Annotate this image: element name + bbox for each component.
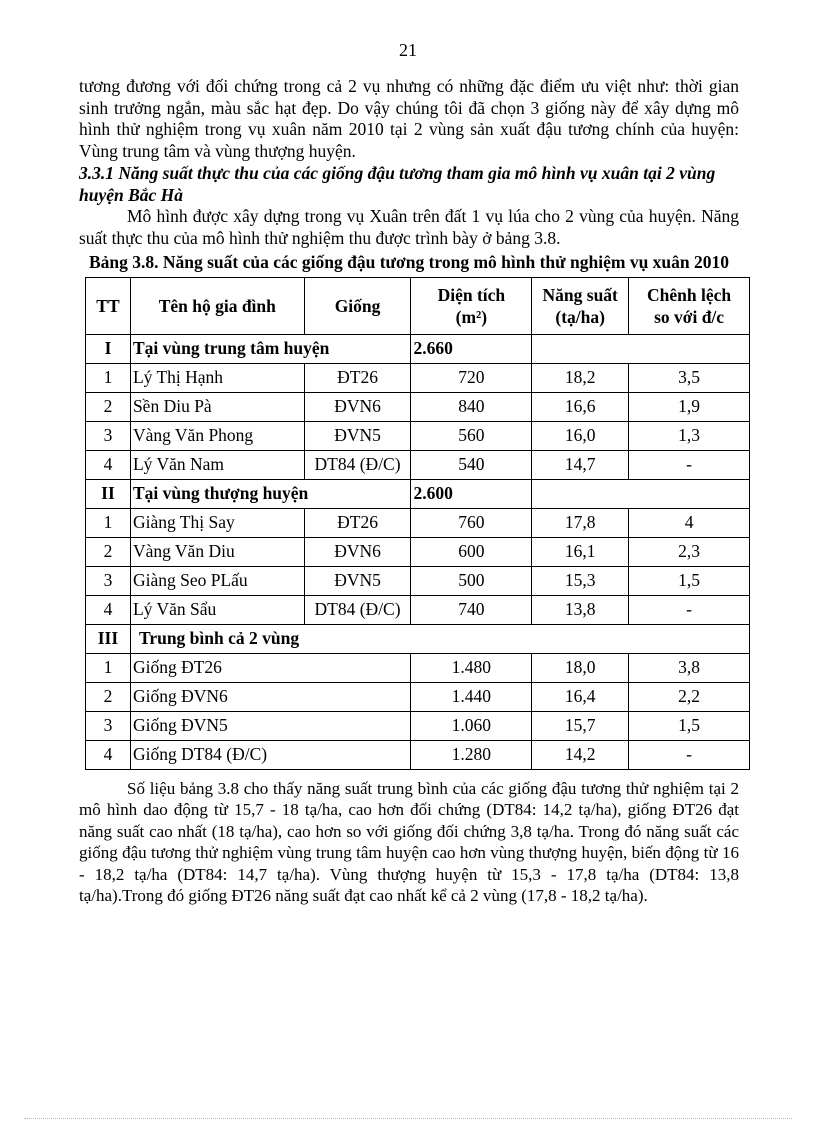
row-area: 1.440 (411, 682, 532, 711)
yield-table (85, 277, 750, 770)
row-diff: 1,5 (629, 566, 750, 595)
row-area: 560 (411, 421, 532, 450)
row-yield: 16,1 (532, 537, 629, 566)
row-tt: 1 (86, 363, 131, 392)
row-name: Lý Văn Sẩu (130, 595, 304, 624)
row-diff: - (629, 450, 750, 479)
header-tt: TT (86, 277, 131, 334)
row-name: Giống ĐVN6 (130, 682, 411, 711)
row-yield: 18,2 (532, 363, 629, 392)
header-variety: Giống (304, 277, 411, 334)
table-row (86, 653, 750, 682)
table-row (86, 711, 750, 740)
header-yield-label: Năng suất (542, 284, 618, 305)
row-variety: ĐVN5 (304, 421, 411, 450)
table-row (86, 566, 750, 595)
row-yield: 14,2 (532, 740, 629, 769)
group-row (86, 334, 750, 363)
row-diff: 1,9 (629, 392, 750, 421)
row-area: 1.060 (411, 711, 532, 740)
conclusion-paragraph: Số liệu bảng 3.8 cho thấy năng suất trung bình của các giống đậu tương thử nghiệm tại 2 mô hình dao động từ 15,7 - 18 tạ/ha, cao hơn đối chứng (DT84: 14,2 tạ/ha), giống ĐT26 đạt năng suất cao nhất (18 tạ/ha), cao hơn so với giống đối chứng 3,8 tạ/ha. Trong đó năng suất các giống đậu tương thử nghiệm vùng trung tâm huyện cao hơn vùng thượng huyện, biến động từ 16 - 18,2 tạ/ha (DT84: 14,7 tạ/ha). Vùng thượng huyện từ 15,3 - 17,8 tạ/ha (DT84: 13,8 tạ/ha).Trong đó giống ĐT26 năng suất đạt cao nhất kể cả 2 vùng (17,8 - 18,2 tạ/ha). (79, 778, 739, 905)
row-yield: 16,0 (532, 421, 629, 450)
row-variety: ĐT26 (304, 508, 411, 537)
row-diff: 2,3 (629, 537, 750, 566)
row-tt: 1 (86, 653, 131, 682)
row-name: Giàng Thị Say (130, 508, 304, 537)
row-area: 540 (411, 450, 532, 479)
row-diff: 4 (629, 508, 750, 537)
row-name: Giàng Seo PLấu (130, 566, 304, 595)
group-empty-cell (532, 479, 750, 508)
row-yield: 15,7 (532, 711, 629, 740)
row-yield: 16,6 (532, 392, 629, 421)
row-name: Sền Diu Pà (130, 392, 304, 421)
row-tt: 1 (86, 508, 131, 537)
row-area: 740 (411, 595, 532, 624)
row-tt: 2 (86, 392, 131, 421)
row-yield: 16,4 (532, 682, 629, 711)
intro-paragraph: tương đương với đối chứng trong cả 2 vụ nhưng có những đặc điểm ưu việt như: thời gian sinh trưởng ngắn, màu sắc hạt đẹp. Do vậy chúng tôi đã chọn 3 giống này để xây dựng mô hình thử nghiệm trong vụ xuân năm 2010 tại 2 vùng sản xuất đậu tương chính của huyện: Vùng trung tâm và vùng thượng huyện. (79, 76, 739, 161)
row-yield: 18,0 (532, 653, 629, 682)
group-total-area: 2.600 (411, 479, 532, 508)
row-name: Giống DT84 (Đ/C) (130, 740, 411, 769)
row-area: 600 (411, 537, 532, 566)
table-row (86, 595, 750, 624)
row-tt: 3 (86, 421, 131, 450)
group-row (86, 624, 750, 653)
row-area: 500 (411, 566, 532, 595)
model-paragraph: Mô hình được xây dựng trong vụ Xuân trên đất 1 vụ lúa cho 2 vùng của huyện. Năng suất thực thu của mô hình thử nghiệm thu được trình bày ở bảng 3.8. (79, 206, 739, 248)
row-name: Lý Văn Nam (130, 450, 304, 479)
group-tt: II (86, 479, 131, 508)
row-tt: 4 (86, 450, 131, 479)
table-row (86, 537, 750, 566)
table-row (86, 508, 750, 537)
table-row (86, 392, 750, 421)
row-yield: 14,7 (532, 450, 629, 479)
table-row (86, 682, 750, 711)
row-tt: 3 (86, 566, 131, 595)
row-tt: 4 (86, 740, 131, 769)
row-tt: 2 (86, 537, 131, 566)
row-variety: ĐVN6 (304, 537, 411, 566)
row-area: 840 (411, 392, 532, 421)
header-area-unit: (m²) (455, 306, 488, 327)
row-tt: 3 (86, 711, 131, 740)
row-diff: 3,8 (629, 653, 750, 682)
group-name: Tại vùng thượng huyện (130, 479, 411, 508)
group-total-area: 2.660 (411, 334, 532, 363)
row-name: Vàng Văn Phong (130, 421, 304, 450)
table-row (86, 450, 750, 479)
section-heading: 3.3.1 Năng suất thực thu của các giống đậu tương tham gia mô hình vụ xuân tại 2 vùng huyện Bắc Hà (79, 163, 716, 205)
row-diff: - (629, 595, 750, 624)
row-area: 1.480 (411, 653, 532, 682)
row-variety: ĐVN6 (304, 392, 411, 421)
row-yield: 13,8 (532, 595, 629, 624)
row-area: 1.280 (411, 740, 532, 769)
row-diff: - (629, 740, 750, 769)
page-footer-divider (24, 1118, 792, 1119)
row-tt: 2 (86, 682, 131, 711)
page-number: 21 (399, 40, 417, 60)
table-row (86, 740, 750, 769)
page-content (79, 76, 739, 907)
group-empty-cell (532, 334, 750, 363)
group-tt: III (86, 624, 131, 653)
row-name: Giống ĐVN5 (130, 711, 411, 740)
header-area-label: Diện tích (437, 284, 506, 305)
group-row (86, 479, 750, 508)
header-yield (532, 277, 629, 334)
table-header-row (86, 277, 750, 334)
table-row (86, 421, 750, 450)
group-name: Trung bình cả 2 vùng (130, 624, 749, 653)
row-diff: 3,5 (629, 363, 750, 392)
header-area (411, 277, 532, 334)
row-name: Giống ĐT26 (130, 653, 411, 682)
group-tt: I (86, 334, 131, 363)
row-area: 760 (411, 508, 532, 537)
row-variety: DT84 (Đ/C) (304, 450, 411, 479)
row-yield: 15,3 (532, 566, 629, 595)
table-row (86, 363, 750, 392)
row-diff: 1,3 (629, 421, 750, 450)
row-yield: 17,8 (532, 508, 629, 537)
table-caption: Bảng 3.8. Năng suất của các giống đậu tương trong mô hình thử nghiệm vụ xuân 2010 (88, 252, 730, 272)
header-diff (629, 277, 750, 334)
header-diff-label: Chênh lệch (647, 284, 732, 305)
header-diff-unit: so với đ/c (654, 306, 725, 327)
row-variety: DT84 (Đ/C) (304, 595, 411, 624)
row-name: Lý Thị Hạnh (130, 363, 304, 392)
header-household: Tên hộ gia đình (130, 277, 304, 334)
row-diff: 1,5 (629, 711, 750, 740)
row-diff: 2,2 (629, 682, 750, 711)
row-variety: ĐT26 (304, 363, 411, 392)
group-name: Tại vùng trung tâm huyện (130, 334, 411, 363)
row-variety: ĐVN5 (304, 566, 411, 595)
row-area: 720 (411, 363, 532, 392)
row-name: Vàng Văn Diu (130, 537, 304, 566)
header-yield-unit: (tạ/ha) (555, 306, 605, 327)
row-tt: 4 (86, 595, 131, 624)
